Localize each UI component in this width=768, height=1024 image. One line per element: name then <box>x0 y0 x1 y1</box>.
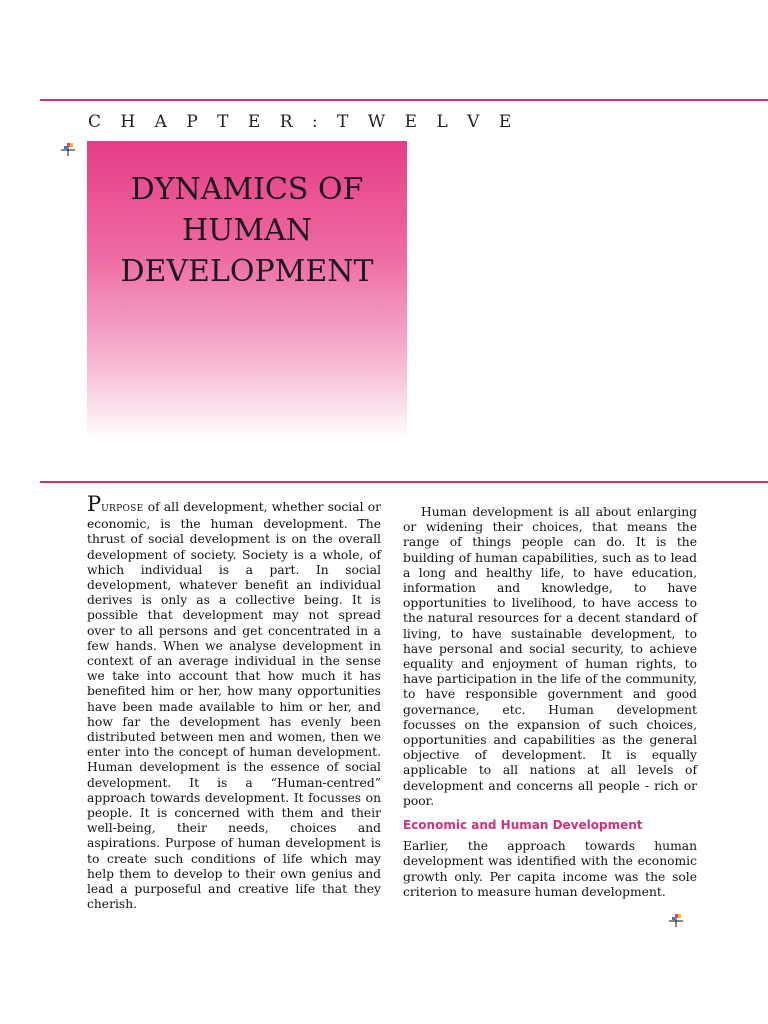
chapter-title-line: HUMAN <box>181 213 313 248</box>
left-column <box>87 492 381 912</box>
right-column <box>403 505 697 900</box>
small-caps-lead: URPOSE <box>101 504 144 514</box>
registration-mark-icon <box>61 142 75 156</box>
chapter-title-line: DYNAMICS OF <box>130 172 364 207</box>
top-divider <box>40 99 768 101</box>
body-paragraph: Earlier, the approach towards human development was identified with the economic growth only. Per capita income was the sole criterion to measure human development. <box>403 839 697 899</box>
chapter-title-line: DEVELOPMENT <box>120 254 374 289</box>
registration-mark-icon <box>669 913 683 927</box>
drop-cap: P <box>87 492 102 516</box>
intro-body: of all development, whether social or economic, is the human development. The thrust of social development is on the overall development of society. Society is a whole, of which individual is a part. In social development, whatever benefit an individual derives is only as a collective being. It is possible that development may not spread over to all persons and get concentrated in a few hands. When we analyse development in context of an average individual in the sense we take into account that how much it has benefited him or her, how many opportunities have been made available to him or her, and how far the development has evenly been distributed between men and women, then we enter into the concept of human development. Human development is the essence of social development. It is a “Human-centred” approach towards development. It focusses on people. It is concerned with them and their well-being, their needs, choices and aspirations. Purpose of human development is to create such conditions of life which may help them to develop to their own genius and lead a purposeful and creative life that they cherish. <box>87 500 381 912</box>
body-paragraph: Human development is all about enlarging or widening their choices, that means the range of things people can do. It is the building of human capabilities, such as to lead a long and healthy life, to have education, information and knowledge, to have opportunities to livelihood, to have access to the natural resources for a decent standard of living, to have sustainable development, to have personal and social security, to achieve equality and enjoyment of human rights, to have participation in the life of the community, to have responsible government and good governance, etc. Human development focusses on the expansion of such choices, opportunities and capabilities as the general objective of development. It is equally applicable to all nations at all levels of development and concerns all people - rich or poor. <box>403 505 697 808</box>
chapter-title <box>87 169 407 292</box>
chapter-label: C H A P T E R : T W E L V E <box>88 112 519 132</box>
section-divider <box>40 481 768 483</box>
section-subheading: Economic and Human Development <box>403 818 643 833</box>
intro-paragraph <box>87 492 381 912</box>
chapter-title-box <box>87 141 407 440</box>
